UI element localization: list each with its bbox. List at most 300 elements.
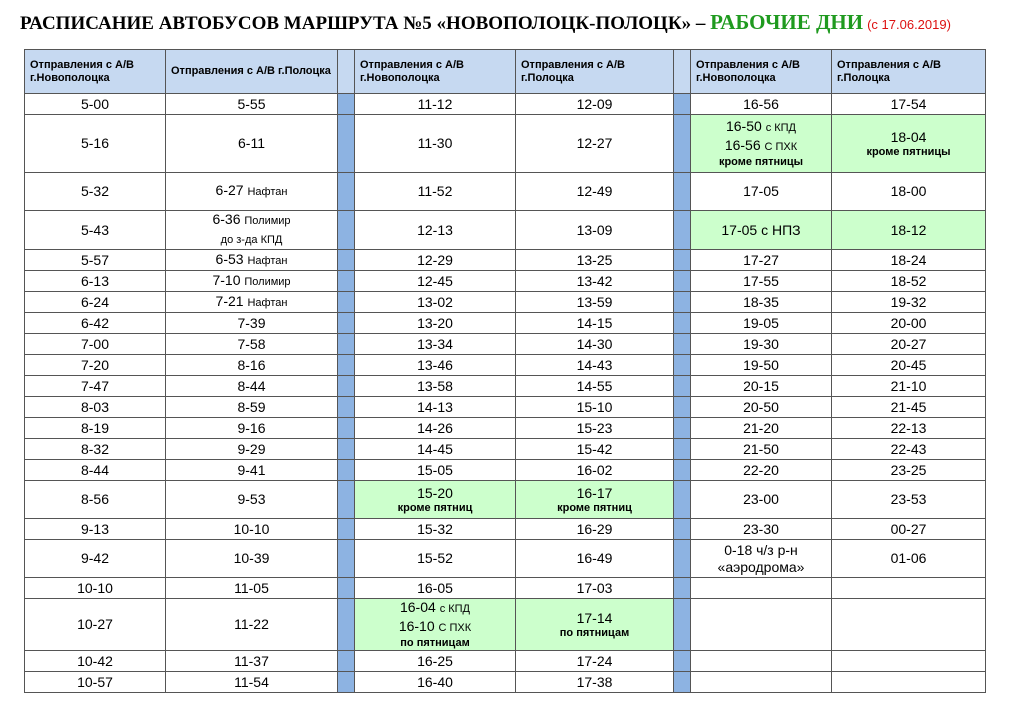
departure-time: 17-24 (576, 652, 613, 669)
departure-cell (166, 418, 338, 439)
departure-cell (166, 397, 338, 418)
departure-time: 21-45 (890, 398, 927, 415)
departure-time: 0-18 ч/з р-н (724, 541, 798, 558)
departure-time: 8-59 (237, 398, 266, 415)
departure-time: 15-05 (417, 461, 453, 478)
column-separator (338, 334, 355, 355)
departure-cell (25, 540, 166, 578)
column-separator (338, 376, 355, 397)
departure-cell (516, 271, 674, 292)
departure-time: 6-13 (80, 272, 110, 289)
departure-cell (516, 115, 674, 173)
departure-time: 22-20 (743, 461, 779, 478)
departure-time: 19-05 (743, 314, 779, 331)
departure-time: 00-27 (890, 520, 927, 537)
departure-cell (691, 397, 832, 418)
schedule-row (25, 334, 986, 355)
departure-cell (166, 94, 338, 115)
departure-time: 18-52 (890, 272, 927, 289)
column-separator (338, 115, 355, 173)
departure-time: 20-00 (890, 314, 927, 331)
departure-time: 18-35 (743, 293, 779, 310)
departure-cell (691, 578, 832, 599)
cell-line (516, 485, 673, 502)
column-header-label: Отправления с А/В г.Полоцка (837, 58, 942, 84)
departure-time: 16-04 (399, 599, 436, 615)
departure-cell (832, 115, 986, 173)
route-note: Нафтан (247, 186, 288, 198)
departure-time: 15-32 (417, 520, 453, 537)
departure-cell (691, 540, 832, 578)
departure-time: 11-05 (234, 579, 269, 596)
departure-cell (166, 540, 338, 578)
departure-cell (166, 481, 338, 519)
departure-cell (832, 94, 986, 115)
departure-time: 11-22 (234, 616, 269, 632)
departure-time: 13-58 (417, 377, 453, 394)
column-header (516, 50, 674, 94)
departure-time: 23-25 (890, 461, 927, 478)
departure-time: 7-39 (237, 314, 266, 331)
departure-cell (166, 651, 338, 672)
day-restriction-note: по пятницам (400, 637, 470, 649)
departure-time: 8-32 (80, 440, 110, 457)
departure-time: 20-15 (743, 377, 779, 394)
departure-cell (832, 271, 986, 292)
departure-time: 7-20 (80, 356, 110, 373)
departure-cell (691, 672, 832, 693)
column-header (166, 50, 338, 94)
departure-time: 9-13 (80, 520, 110, 537)
departure-cell (832, 334, 986, 355)
departure-cell (25, 651, 166, 672)
day-restriction-note: кроме пятниц (557, 501, 632, 514)
column-separator (674, 578, 691, 599)
departure-time: 7-58 (237, 335, 266, 352)
schedule-row (25, 439, 986, 460)
departure-time: 19-32 (890, 293, 927, 310)
departure-time: 15-20 (417, 484, 453, 501)
departure-time: 9-53 (237, 491, 266, 507)
departure-cell (25, 578, 166, 599)
departure-time: 5-32 (80, 183, 110, 199)
departure-cell (691, 355, 832, 376)
route-note: С ПХК (764, 141, 798, 153)
departure-cell (832, 250, 986, 271)
departure-time: 6-27 (215, 182, 244, 198)
column-separator (338, 439, 355, 460)
route-note: «аэродрома» (717, 558, 805, 575)
departure-time: 16-56 (743, 95, 779, 112)
route-note: Нафтан (247, 296, 288, 309)
departure-cell (355, 334, 516, 355)
schedule-row (25, 540, 986, 578)
departure-cell (691, 313, 832, 334)
column-header (355, 50, 516, 94)
departure-cell (25, 292, 166, 313)
column-separator (674, 211, 691, 250)
departure-time: 14-30 (576, 335, 613, 352)
column-separator (674, 376, 691, 397)
column-separator (338, 355, 355, 376)
departure-cell (355, 439, 516, 460)
departure-cell (832, 292, 986, 313)
departure-cell (832, 355, 986, 376)
departure-time: 21-10 (890, 377, 927, 394)
departure-cell (166, 460, 338, 481)
column-separator (338, 271, 355, 292)
column-separator (338, 397, 355, 418)
departure-cell (25, 672, 166, 693)
departure-cell (832, 578, 986, 599)
departure-time: 12-29 (417, 251, 453, 268)
departure-cell (691, 94, 832, 115)
departure-time: 16-49 (576, 550, 613, 566)
departure-time: 12-27 (576, 135, 613, 151)
departure-time: 7-00 (80, 335, 110, 352)
departure-time: 11-37 (234, 652, 269, 669)
column-separator (338, 292, 355, 313)
departure-cell (691, 376, 832, 397)
departure-time: 22-13 (890, 419, 927, 436)
departure-time: 23-00 (743, 491, 779, 507)
departure-cell (355, 481, 516, 519)
departure-cell (166, 599, 338, 651)
column-separator (674, 173, 691, 211)
schedule-row (25, 672, 986, 693)
departure-cell (516, 292, 674, 313)
schedule-row (25, 292, 986, 313)
departure-time: 13-42 (576, 272, 613, 289)
departure-time: 9-41 (237, 461, 266, 478)
schedule-row (25, 355, 986, 376)
departure-time: 10-10 (77, 579, 113, 596)
departure-time: 01-06 (890, 550, 927, 566)
schedule-row (25, 481, 986, 519)
departure-time: 10-27 (77, 616, 113, 632)
departure-time: 16-29 (576, 520, 613, 537)
cell-line (516, 610, 673, 627)
departure-time: 14-13 (417, 398, 453, 415)
departure-cell (355, 173, 516, 211)
departure-cell (355, 651, 516, 672)
departure-time: 16-05 (417, 579, 453, 596)
departure-cell (355, 397, 516, 418)
column-separator (338, 313, 355, 334)
departure-time: 7-10 (212, 271, 241, 288)
departure-time: 17-14 (576, 609, 613, 626)
column-separator (338, 250, 355, 271)
departure-cell (166, 672, 338, 693)
column-separator (674, 540, 691, 578)
column-separator (338, 481, 355, 519)
column-separator (674, 50, 691, 94)
departure-time: 10-10 (233, 520, 270, 537)
departure-cell (832, 173, 986, 211)
departure-cell (355, 250, 516, 271)
departure-time: 13-25 (576, 251, 613, 268)
departure-time: 8-19 (80, 419, 110, 436)
column-separator (674, 115, 691, 173)
departure-cell (355, 271, 516, 292)
departure-time: 11-54 (234, 673, 269, 690)
departure-cell (516, 334, 674, 355)
departure-time: 22-43 (890, 440, 927, 457)
departure-cell (691, 519, 832, 540)
departure-cell (516, 460, 674, 481)
schedule-row (25, 94, 986, 115)
departure-cell (25, 173, 166, 211)
departure-time: 18-00 (890, 183, 927, 199)
departure-cell (355, 519, 516, 540)
column-separator (674, 439, 691, 460)
departure-cell (691, 460, 832, 481)
departure-time: 20-27 (890, 335, 927, 352)
cell-line (355, 618, 515, 637)
departure-time: 16-56 (724, 137, 761, 153)
departure-cell (691, 292, 832, 313)
departure-cell (166, 173, 338, 211)
departure-cell (166, 115, 338, 173)
column-header (691, 50, 832, 94)
departure-time: 21-50 (743, 440, 779, 457)
departure-cell (166, 355, 338, 376)
departure-cell (25, 250, 166, 271)
schedule-row (25, 173, 986, 211)
departure-time: 5-55 (237, 95, 266, 112)
departure-cell (516, 651, 674, 672)
departure-time: 11-12 (417, 95, 453, 112)
departure-cell (355, 540, 516, 578)
departure-cell (832, 313, 986, 334)
departure-time: 18-04 (890, 128, 927, 145)
departure-time: 21-20 (743, 419, 779, 436)
departure-time: 14-15 (576, 314, 613, 331)
departure-cell (25, 481, 166, 519)
departure-cell (832, 540, 986, 578)
route-note: Полимир (244, 215, 291, 227)
cell-line (166, 211, 337, 230)
day-restriction-note: кроме пятницы (718, 156, 804, 168)
departure-cell (25, 115, 166, 173)
departure-cell (832, 481, 986, 519)
departure-time: 6-42 (80, 314, 110, 331)
column-separator (338, 651, 355, 672)
departure-cell (166, 376, 338, 397)
departure-time: 11-52 (417, 183, 453, 199)
departure-time: 14-45 (417, 440, 453, 457)
departure-cell (832, 599, 986, 651)
column-header-label: Отправления с А/В г.Новополоцка (696, 58, 801, 84)
departure-time: 6-53 (215, 250, 244, 267)
departure-time: 17-38 (576, 673, 613, 690)
departure-cell (25, 376, 166, 397)
departure-cell (166, 334, 338, 355)
departure-cell (355, 460, 516, 481)
column-separator (674, 460, 691, 481)
departure-cell (166, 271, 338, 292)
departure-cell (691, 651, 832, 672)
schedule-row (25, 313, 986, 334)
route-note: с КПД (765, 122, 797, 134)
departure-cell (691, 481, 832, 519)
schedule-row (25, 271, 986, 292)
departure-cell (691, 211, 832, 250)
departure-time: 20-45 (890, 356, 927, 373)
column-separator (674, 672, 691, 693)
departure-cell (25, 397, 166, 418)
departure-cell (516, 397, 674, 418)
departure-cell (25, 94, 166, 115)
departure-cell (355, 376, 516, 397)
departure-time: 16-25 (417, 652, 453, 669)
departure-cell (832, 672, 986, 693)
departure-cell (25, 313, 166, 334)
departure-time: 10-57 (77, 673, 113, 690)
departure-cell (166, 292, 338, 313)
departure-cell (832, 651, 986, 672)
route-note: Полимир (244, 275, 291, 288)
departure-cell (25, 460, 166, 481)
cell-line (691, 542, 831, 559)
departure-time: 23-53 (890, 491, 927, 507)
column-separator (674, 651, 691, 672)
departure-cell (25, 519, 166, 540)
day-restriction-note: по пятницам (559, 626, 630, 639)
title-days: РАБОЧИЕ ДНИ (710, 10, 864, 34)
column-separator (674, 397, 691, 418)
departure-time: 8-16 (237, 356, 266, 373)
departure-time: 14-26 (417, 419, 453, 436)
departure-time: 23-30 (743, 520, 779, 537)
departure-cell (516, 250, 674, 271)
column-header-label: Отправления с А/В г.Новополоцка (360, 58, 465, 84)
departure-time: 10-39 (233, 550, 270, 566)
departure-time: 18-24 (890, 251, 927, 268)
cell-line (166, 230, 337, 249)
departure-time: 13-46 (417, 356, 453, 373)
departure-cell (355, 355, 516, 376)
departure-time: 8-44 (237, 377, 266, 394)
departure-cell (516, 418, 674, 439)
departure-time: 9-16 (237, 419, 266, 436)
column-separator (674, 94, 691, 115)
departure-cell (691, 418, 832, 439)
column-separator (338, 460, 355, 481)
departure-time: 15-42 (576, 440, 613, 457)
departure-time: 5-16 (80, 135, 110, 151)
schedule-row (25, 578, 986, 599)
departure-time: 5-43 (80, 221, 110, 238)
departure-cell (691, 115, 832, 173)
departure-time: 18-12 (890, 221, 927, 238)
route-note: С ПХК (438, 622, 472, 634)
column-separator (338, 599, 355, 651)
departure-cell (516, 481, 674, 519)
departure-cell (691, 599, 832, 651)
departure-time: 6-36 (212, 211, 241, 227)
departure-cell (832, 211, 986, 250)
departure-cell (691, 334, 832, 355)
schedule-row (25, 115, 986, 173)
departure-time: 12-49 (576, 183, 613, 199)
cell-line (691, 559, 831, 576)
column-separator (338, 672, 355, 693)
departure-cell (25, 355, 166, 376)
departure-time: 15-23 (576, 419, 613, 436)
departure-cell (516, 94, 674, 115)
departure-time: 8-03 (80, 398, 110, 415)
schedule-row (25, 519, 986, 540)
schedule-table (24, 49, 986, 693)
departure-cell (832, 418, 986, 439)
departure-cell (832, 439, 986, 460)
departure-time: 6-24 (80, 293, 110, 310)
route-note: до з-да КПД (220, 234, 283, 246)
departure-time: 10-42 (77, 652, 113, 669)
departure-time: 16-02 (576, 461, 613, 478)
departure-cell (355, 672, 516, 693)
departure-cell (166, 578, 338, 599)
column-separator (674, 313, 691, 334)
departure-cell (25, 439, 166, 460)
page-title (20, 10, 1000, 35)
departure-time: 12-13 (417, 221, 453, 238)
departure-cell (25, 211, 166, 250)
departure-cell (25, 418, 166, 439)
column-separator (674, 355, 691, 376)
departure-cell (516, 519, 674, 540)
departure-time: 17-54 (890, 95, 927, 112)
column-separator (674, 334, 691, 355)
column-separator (674, 599, 691, 651)
column-header-label: Отправления с А/В г.Полоцка (521, 58, 626, 84)
departure-cell (516, 439, 674, 460)
departure-cell (166, 313, 338, 334)
departure-cell (691, 271, 832, 292)
schedule-row (25, 250, 986, 271)
departure-time: 19-50 (743, 356, 779, 373)
title-date: (с 17.06.2019) (867, 17, 951, 32)
departure-cell (832, 397, 986, 418)
departure-cell (516, 599, 674, 651)
column-separator (674, 271, 691, 292)
departure-time: 5-00 (80, 95, 110, 112)
departure-time: 12-45 (417, 272, 453, 289)
departure-time: 16-40 (417, 673, 453, 690)
schedule-row (25, 376, 986, 397)
column-separator (338, 418, 355, 439)
departure-cell (832, 519, 986, 540)
departure-time: 15-10 (576, 398, 613, 415)
departure-cell (355, 94, 516, 115)
schedule-row (25, 211, 986, 250)
column-separator (674, 519, 691, 540)
departure-time: 13-59 (576, 293, 613, 310)
departure-time: 17-03 (576, 579, 613, 596)
column-separator (338, 578, 355, 599)
departure-cell (516, 173, 674, 211)
departure-cell (355, 211, 516, 250)
cell-line (691, 137, 831, 156)
departure-cell (355, 599, 516, 651)
departure-cell (832, 460, 986, 481)
title-main: РАСПИСАНИЕ АВТОБУСОВ МАРШРУТА №5 «НОВОПОЛОЦК-ПОЛОЦК» – (20, 13, 711, 34)
column-separator (674, 481, 691, 519)
column-separator (338, 50, 355, 94)
header-row (25, 50, 986, 94)
column-header-label: Отправления с А/В г.Полоцка (171, 65, 331, 77)
